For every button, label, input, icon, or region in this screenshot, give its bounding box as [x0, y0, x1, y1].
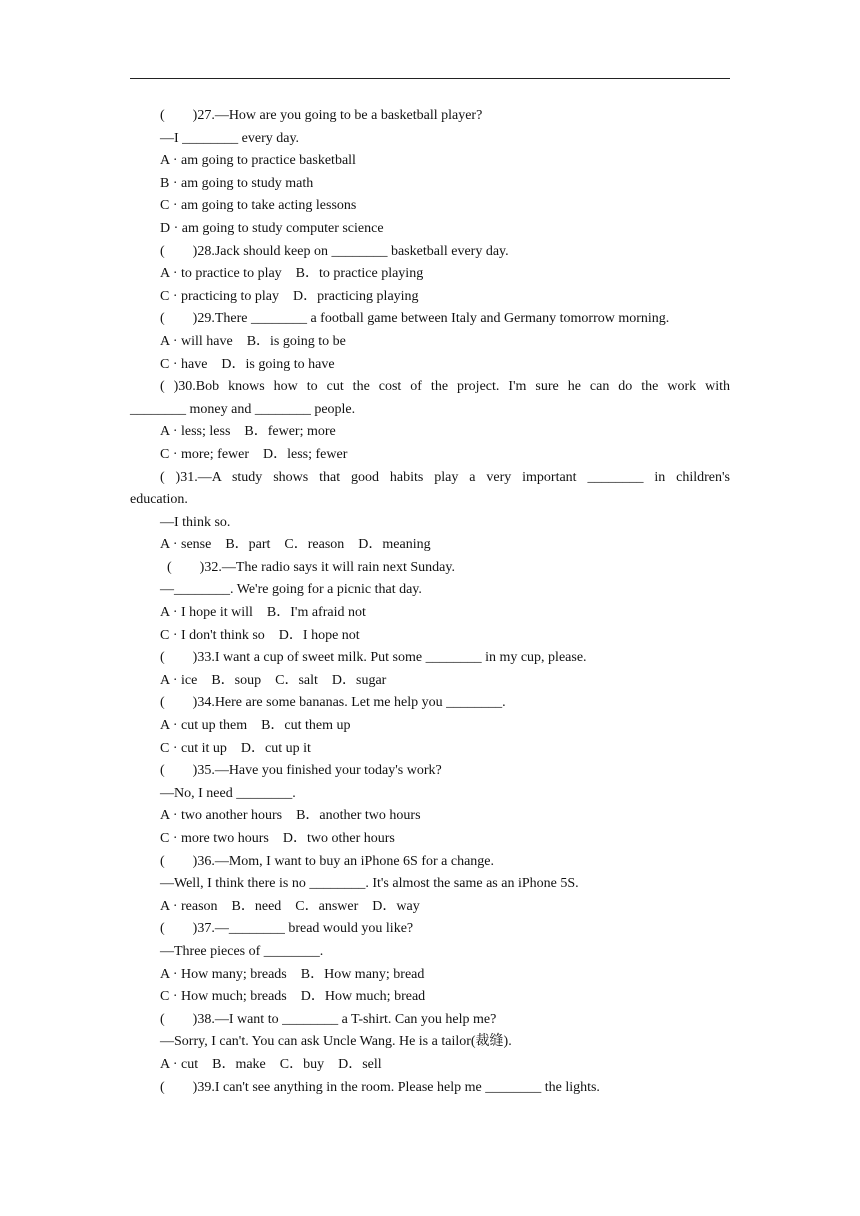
question-37: ( )37.—________ bread would you like? — [160, 921, 414, 937]
option-line: C · am going to take acting lessons — [160, 198, 357, 214]
question-27: ( )27.—How are you going to be a basketball player? — [160, 108, 483, 123]
option-line: C · practicing to play D．practicing playing — [160, 288, 419, 304]
question-31: ( )31.—A study shows that good habits play a very important ________ in children's — [160, 469, 730, 485]
header-rule — [130, 78, 730, 79]
option-line: C · cut it up D．cut up it — [160, 740, 311, 756]
question-31-continued: education. — [130, 492, 188, 508]
option-line: A · will have B．is going to be — [160, 333, 346, 349]
answer-line: —I ________ every day. — [160, 130, 300, 146]
answer-line: —No, I need ________. — [160, 785, 296, 801]
option-line: A · I hope it will B．I'm afraid not — [160, 605, 366, 621]
question-30: ( )30.Bob knows how to cut the cost of the project. I'm sure he can do the work with — [160, 379, 730, 395]
question-30-continued: ________ money and ________ people. — [130, 401, 356, 417]
option-line: C · have D．is going to have — [160, 356, 335, 372]
question-32: ( )32.—The radio says it will rain next Sunday. — [167, 559, 455, 575]
question-38: ( )38.—I want to ________ a T-shirt. Can you help me? — [160, 1011, 497, 1027]
answer-line: —Three pieces of ________. — [160, 943, 324, 959]
option-line: C · more; fewer D．less; fewer — [160, 446, 348, 462]
option-line: A · to practice to play B．to practice playing — [160, 266, 424, 282]
option-line: D · am going to study computer science — [160, 220, 384, 236]
question-39: ( )39.I can't see anything in the room. Please help me ________ the lights. — [160, 1079, 600, 1095]
option-line: A · How many; breads B．How many; bread — [160, 966, 425, 982]
question-29: ( )29.There ________ a football game between Italy and Germany tomorrow morning. — [160, 311, 670, 327]
question-28: ( )28.Jack should keep on ________ basketball every day. — [160, 243, 509, 259]
answer-line: —I think so. — [160, 514, 231, 530]
option-line: A · cut B．make C．buy D．sell — [160, 1056, 382, 1072]
question-35: ( )35.—Have you finished your today's work? — [160, 763, 442, 779]
question-34: ( )34.Here are some bananas. Let me help you ________. — [160, 695, 506, 711]
option-line: A · sense B．part C．reason D．meaning — [160, 537, 431, 553]
option-line: A · less; less B．fewer; more — [160, 424, 336, 440]
answer-line: —Well, I think there is no ________. It's almost the same as an iPhone 5S. — [160, 876, 579, 892]
question-33: ( )33.I want a cup of sweet milk. Put some ________ in my cup, please. — [160, 650, 587, 666]
option-line: A · cut up them B．cut them up — [160, 718, 351, 734]
option-line: A · reason B．need C．answer D．way — [160, 898, 420, 914]
option-line: B · am going to study math — [160, 175, 314, 191]
option-line: A · two another hours B．another two hours — [160, 808, 421, 824]
question-36: ( )36.—Mom, I want to buy an iPhone 6S for a change. — [160, 853, 494, 869]
option-line: C · more two hours D．two other hours — [160, 831, 395, 846]
option-line: A · ice B．soup C．salt D．sugar — [160, 672, 387, 688]
answer-line: —________. We're going for a picnic that day. — [160, 582, 422, 598]
option-line: C · I don't think so D．I hope not — [160, 627, 360, 643]
question-list — [130, 105, 730, 1099]
option-line: C · How much; breads D．How much; bread — [160, 989, 426, 1005]
option-line: A · am going to practice basketball — [160, 153, 356, 169]
answer-line: —Sorry, I can't. You can ask Uncle Wang. He is a tailor(裁缝). — [160, 1034, 512, 1050]
